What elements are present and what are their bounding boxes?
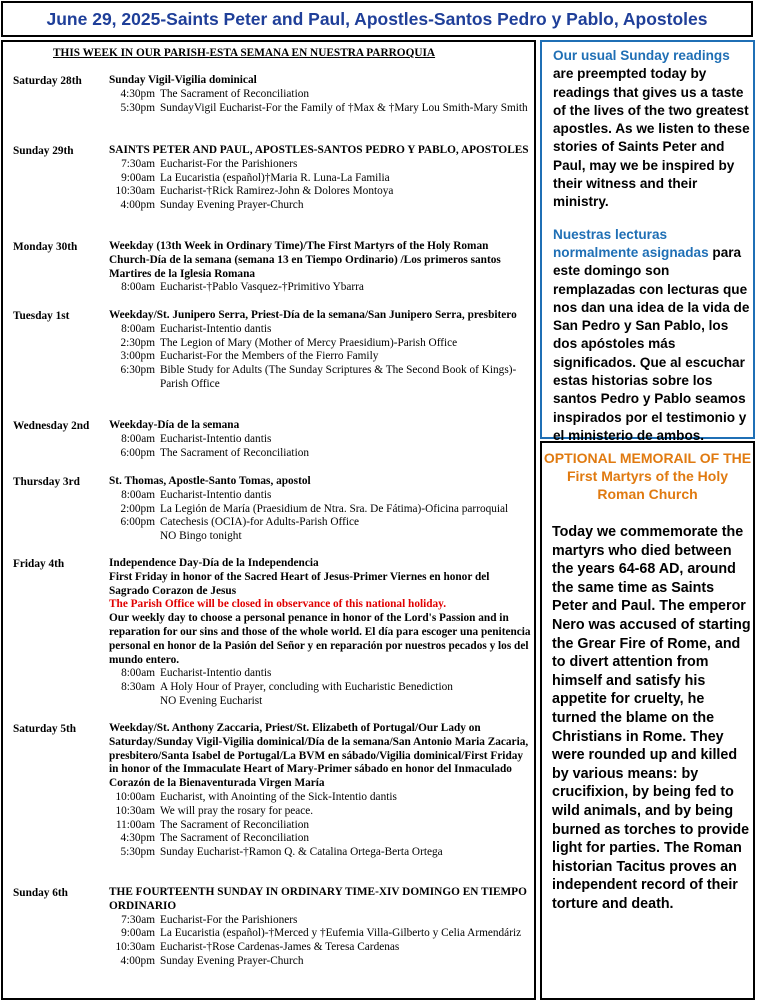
day-details — [109, 309, 531, 392]
event-time: 8:30am — [121, 681, 155, 694]
event-time: 6:00pm — [120, 516, 155, 529]
event-desc: Bible Study for Adults (The Sunday Scriptures & The Second Book of Kings)-Parish Office — [160, 364, 517, 390]
event-desc: Eucharist-Intentio dantis — [160, 322, 272, 335]
event-desc: Eucharist, with Anointing of the Sick-Intentio dantis — [160, 790, 397, 803]
event-row — [109, 695, 531, 709]
office-closed-notice: The Parish Office will be closed in observance of this national holiday. — [109, 598, 447, 611]
day-name: Wednesday 2nd — [13, 420, 90, 432]
event-desc: Eucharist-†Rose Cardenas-James & Teresa Cardenas — [160, 941, 400, 954]
event-desc: SundayVigil Eucharist-For the Family of †Max & †Mary Lou Smith-Mary Smith — [160, 101, 528, 114]
day-title: Weekday/St. Junipero Serra, Priest-Día de la semana/San Junipero Serra, presbitero — [109, 309, 517, 321]
event-desc: The Sacrament of Reconciliation — [160, 87, 309, 100]
day-name: Saturday 5th — [13, 723, 77, 735]
event-time: 10:30am — [115, 185, 155, 198]
event-row — [109, 832, 531, 846]
event-row — [109, 914, 531, 928]
event-time: 8:00am — [121, 488, 155, 501]
event-time: 6:00pm — [120, 446, 155, 459]
event-time: 8:00am — [121, 432, 155, 445]
readings-spanish-text: para este domingo son remplazadas con lecturas que nos dan una idea de la vida de San Pedro y San Pablo, los dos apóstoles más significados. Que al escuchar estas historias sobre los santos Pedro y Pablo seamos inspirados por el testimonio y el ministerio de ambos. — [553, 244, 750, 443]
event-time: 8:00am — [121, 281, 155, 294]
day-name: Friday 4th — [13, 558, 65, 570]
event-row — [109, 791, 531, 805]
event-time: 10:00am — [115, 790, 155, 803]
memorial-title: OPTIONAL MEMORAIL OF THE First Martyrs of the Holy Roman Church — [543, 450, 752, 502]
day-title: Sunday Vigil-Vigilia dominical — [109, 74, 257, 86]
day-name: Tuesday 1st — [13, 310, 70, 322]
event-desc: Eucharist-Intentio dantis — [160, 432, 272, 445]
event-desc: Eucharist-For the Members of the Fierro Family — [160, 350, 379, 363]
day-title: Weekday/St. Anthony Zaccaria, Priest/St. Elizabeth of Portugal/Our Lady on Saturday/Sunday Vigil-Vigilia dominical/Día de la semana/San Antonio Maria Zacaria, presbitero/Santa Isabel de Portugal/La BVM en sábado/Vigilia dominical/First Friday in honor of the Immaculate Heart of Mary-Primer sábado en honor del Inmaculado Corazón de la Bienaventurada Virgen María — [109, 722, 529, 790]
event-desc: The Sacrament of Reconciliation — [160, 446, 309, 459]
event-row — [109, 667, 531, 681]
event-row — [109, 927, 531, 941]
day-title: Independence Day-Día de la Independencia — [109, 557, 319, 569]
event-desc: La Legión de María (Praesidium de Ntra. Sra. De Fátima)-Oficina parroquial — [160, 502, 509, 515]
event-time: 4:00pm — [120, 199, 155, 212]
day-details — [109, 886, 531, 969]
event-row — [109, 489, 531, 503]
event-time: 3:00pm — [120, 350, 155, 363]
event-row — [109, 350, 531, 364]
readings-english-text: are preempted today by readings that gives us a taste of the lives of the two greatest apostles. As we listen to these stories of Saints Peter and Paul, may we be inspired by their witness and their ministry. — [553, 66, 750, 210]
event-time: 2:00pm — [120, 502, 155, 515]
event-desc: La Eucaristia (español)-†Merced y †Eufemia Villa-Gilberto y Celia Armendáriz — [160, 927, 522, 940]
event-row — [109, 364, 531, 392]
event-time: 2:30pm — [120, 336, 155, 349]
day-name: Monday 30th — [13, 241, 78, 253]
event-row — [109, 323, 531, 337]
day-details — [109, 74, 531, 115]
event-row — [109, 158, 531, 172]
event-time: 6:30pm — [120, 364, 155, 377]
event-row — [109, 447, 531, 461]
event-time — [109, 530, 155, 544]
event-row — [109, 530, 531, 544]
event-desc: Sunday Evening Prayer-Church — [160, 199, 304, 212]
event-row — [109, 88, 531, 102]
event-desc: The Legion of Mary (Mother of Mercy Praesidium)-Parish Office — [160, 336, 458, 349]
memorial-body: Today we commemorate the martyrs who died between the years 64-68 AD, around the same time as Saints Peter and Paul. The emperor Nero was accused of starting the Grear Fire of Rome, and to divert attention from himself and satisfy his appetite for cruelty, he turned the blame on the Christians in Rome. They were rounded up and killed by various means: by crucifixion, by being fed to wild animals, and by being burned as torches to provide light for parties. The Roman historian Tacitus proves an independent record of their torture and death. — [552, 524, 751, 912]
day-details — [109, 557, 531, 709]
event-row — [109, 102, 531, 116]
event-desc: La Eucaristia (español)†Maria R. Luna-La Familia — [160, 171, 390, 184]
event-row — [109, 337, 531, 351]
event-desc: Catechesis (OCIA)-for Adults-Parish Office — [160, 516, 360, 529]
day-title: Weekday (13th Week in Ordinary Time)/The First Martyrs of the Holy Roman Church-Día de la semana (semana 13 en Tiempo Ordinario) /Los primeros santos Martires de la Iglesia Romana — [109, 240, 501, 280]
event-desc: Eucharist-Intentio dantis — [160, 488, 272, 501]
event-row — [109, 199, 531, 213]
day-details — [109, 475, 531, 544]
event-desc: NO Evening Eucharist — [160, 694, 263, 707]
event-desc: Sunday Evening Prayer-Church — [160, 954, 304, 967]
event-time: 7:30am — [121, 913, 155, 926]
penance-note: Our weekly day to choose a personal penance in honor of the Lord's Passion and in reparation for our sins and those of the whole world. El día para escoger una penitencia personal en honor de la Pasión del Señor y en reparación por nuestros pecados y los del mundo entero. — [109, 612, 531, 666]
page-header — [1, 1, 753, 37]
page-title: June 29, 2025-Saints Peter and Paul, Apostles-Santos Pedro y Pablo, Apostoles — [46, 9, 708, 29]
event-row — [109, 819, 531, 833]
readings-text — [553, 47, 753, 445]
event-row — [109, 955, 531, 969]
event-row — [109, 433, 531, 447]
event-time — [109, 695, 155, 709]
weekly-schedule — [1, 40, 536, 1000]
event-time: 4:30pm — [120, 832, 155, 845]
event-desc: Eucharist-For the Parishioners — [160, 913, 298, 926]
event-row — [109, 941, 531, 955]
day-name: Saturday 28th — [13, 75, 82, 87]
day-name: Sunday 6th — [13, 887, 68, 899]
event-time: 8:00am — [121, 322, 155, 335]
event-time: 8:00am — [121, 667, 155, 680]
event-row — [109, 503, 531, 517]
readings-english-lead: Our usual Sunday readings — [553, 48, 730, 63]
readings-note-box — [540, 40, 755, 443]
event-desc: The Sacrament of Reconciliation — [160, 832, 309, 845]
event-time: 9:00am — [121, 927, 155, 940]
event-desc: Eucharist-†Rick Ramirez-John & Dolores Montoya — [160, 185, 394, 198]
event-desc: NO Bingo tonight — [160, 530, 242, 543]
event-time: 10:30am — [115, 941, 155, 954]
event-desc: A Holy Hour of Prayer, concluding with Eucharistic Benediction — [160, 681, 453, 694]
event-time: 7:30am — [121, 157, 155, 170]
event-time: 5:30pm — [120, 846, 155, 859]
event-desc: The Sacrament of Reconciliation — [160, 818, 309, 831]
event-row — [109, 172, 531, 186]
event-time: 11:00am — [115, 818, 155, 831]
schedule-heading: THIS WEEK IN OUR PARISH-ESTA SEMANA EN NUESTRA PARROQUIA — [53, 47, 436, 59]
day-details — [109, 419, 531, 460]
event-row — [109, 681, 531, 695]
day-title: SAINTS PETER AND PAUL, APOSTLES-SANTOS PEDRO Y PABLO, APOSTOLES — [109, 144, 529, 156]
event-desc: Eucharist-Intentio dantis — [160, 667, 272, 680]
event-row — [109, 516, 531, 530]
event-row — [109, 281, 531, 295]
event-desc: Eucharist-For the Parishioners — [160, 157, 298, 170]
day-title: Weekday-Día de la semana — [109, 419, 240, 431]
event-time: 9:00am — [121, 171, 155, 184]
event-time: 10:30am — [115, 804, 155, 817]
event-time: 4:00pm — [120, 954, 155, 967]
day-title: St. Thomas, Apostle-Santo Tomas, apostol — [109, 475, 311, 487]
day-details — [109, 144, 531, 213]
day-details — [109, 240, 531, 295]
day-title: THE FOURTEENTH SUNDAY IN ORDINARY TIME-XIV DOMINGO EN TIEMPO ORDINARIO — [109, 886, 527, 912]
event-desc: Sunday Eucharist-†Ramon Q. & Catalina Ortega-Berta Ortega — [160, 846, 443, 859]
day-subtitle: First Friday in honor of the Sacred Heart of Jesus-Primer Viernes en honor del Sagrado Corazon de Jesus — [109, 570, 490, 597]
memorial-box — [540, 441, 755, 1000]
event-desc: Eucharist-†Pablo Vasquez-†Primitivo Ybarra — [160, 281, 364, 294]
event-row — [109, 185, 531, 199]
event-desc: We will pray the rosary for peace. — [160, 804, 314, 817]
day-details — [109, 722, 531, 860]
day-name: Thursday 3rd — [13, 476, 80, 488]
readings-spanish-lead: Nuestras lecturas normalmente asignadas — [553, 226, 709, 260]
day-name: Sunday 29th — [13, 145, 74, 157]
event-time: 5:30pm — [120, 101, 155, 114]
event-row — [109, 805, 531, 819]
event-time: 4:30pm — [120, 87, 155, 100]
event-row — [109, 846, 531, 860]
